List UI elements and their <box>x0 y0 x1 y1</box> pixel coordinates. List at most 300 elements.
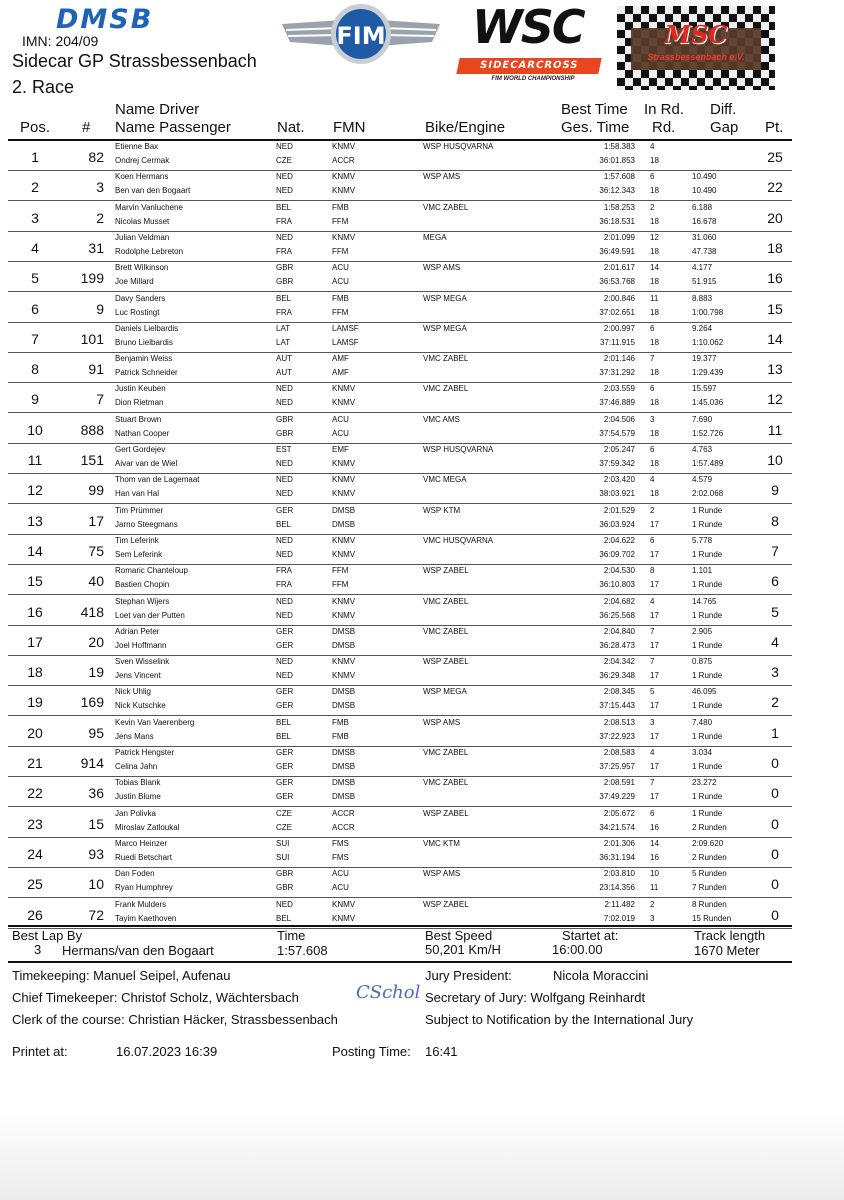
driver-name: Sven Wisselink <box>115 657 170 667</box>
rounds: 18 <box>650 459 659 468</box>
number-cell: 2 <box>96 209 104 226</box>
total-time: 36:12.343 <box>599 186 635 196</box>
passenger-nat: LAT <box>276 337 291 347</box>
col-diff: Diff. <box>710 101 737 118</box>
driver-fmn: FMB <box>332 293 349 303</box>
driver-nat: FRA <box>276 566 292 576</box>
driver-nat: GER <box>276 687 294 697</box>
driver-nat: GER <box>276 505 294 515</box>
passenger-nat: FRA <box>276 307 292 317</box>
total-time: 37:11.915 <box>600 337 635 347</box>
best-time: 2:04.682 <box>603 596 635 606</box>
wsc-logo <box>458 0 600 84</box>
pos-cell: 18 <box>27 664 43 681</box>
pos-cell: 6 <box>31 300 39 317</box>
number-cell: 40 <box>88 573 104 590</box>
in-round: 7 <box>650 354 655 364</box>
bike-engine: WSP AMS <box>423 869 461 879</box>
in-round: 4 <box>650 142 655 151</box>
passenger-nat: CZE <box>276 822 292 832</box>
driver-nat: GER <box>276 778 294 788</box>
rounds: 18 <box>650 277 659 287</box>
passenger-fmn: LAMSF <box>332 337 359 347</box>
driver-nat: NED <box>276 596 293 606</box>
diff: 7.480 <box>692 717 713 727</box>
number-cell: 95 <box>88 724 104 741</box>
rounds: 17 <box>650 640 659 650</box>
driver-name: Tim Prümmer <box>115 505 164 515</box>
best-time: 2:01.306 <box>603 838 635 848</box>
bike-engine: VMC ZABEL <box>423 626 469 636</box>
gap: 1 Runde <box>692 792 723 802</box>
rounds: 18 <box>650 156 659 165</box>
in-round: 3 <box>650 414 655 424</box>
in-round: 5 <box>650 687 655 697</box>
pos-cell: 19 <box>27 694 43 711</box>
passenger-fmn: FFM <box>332 216 349 226</box>
best-lap-label: Best Lap By <box>12 928 83 943</box>
bike-engine: WSP HUSQVARNA <box>423 142 494 151</box>
gap: 51.915 <box>692 277 717 287</box>
result-row <box>8 716 792 747</box>
best-lap-number: 3 <box>34 942 42 957</box>
driver-nat: NED <box>276 535 293 545</box>
col-fmn: FMN <box>333 119 366 136</box>
passenger-fmn: DMSB <box>332 762 356 771</box>
passenger-name: Loet van der Putten <box>115 610 185 620</box>
dmsb-logo: DMSB <box>56 4 154 35</box>
driver-name: Davy Sanders <box>115 293 166 303</box>
passenger-name: Joel Hoffmann <box>115 640 167 650</box>
result-row <box>8 898 792 929</box>
total-time: 23:14.356 <box>599 883 635 893</box>
passenger-fmn: FMS <box>332 852 349 862</box>
passenger-nat: AUT <box>276 368 292 378</box>
bike-engine: VMC MEGA <box>423 475 467 485</box>
passenger-nat: GBR <box>276 428 294 438</box>
result-row <box>8 625 792 656</box>
total-time: 36:25.568 <box>599 610 635 620</box>
pos-cell: 4 <box>31 239 39 256</box>
best-time: 1:58.253 <box>603 202 635 212</box>
driver-name: Adrian Peter <box>115 626 160 636</box>
points: 13 <box>767 361 783 378</box>
pos-cell: 22 <box>27 785 43 802</box>
passenger-name: Ruedi Betschart <box>115 852 172 862</box>
points: 0 <box>771 845 779 862</box>
in-round: 2 <box>650 202 655 212</box>
diff: 8.883 <box>692 293 713 303</box>
rounds: 17 <box>650 519 659 529</box>
col-name-passenger: Name Passenger <box>115 119 231 136</box>
number-cell: 169 <box>80 694 104 711</box>
gap: 16.678 <box>692 216 717 226</box>
passenger-name: Patrick Schneider <box>115 368 178 378</box>
rounds: 17 <box>650 701 659 711</box>
passenger-nat: NED <box>276 489 293 499</box>
fim-logo-text: FIM <box>336 22 386 50</box>
col-best-time: Best Time <box>561 101 628 118</box>
gap: 1:52.726 <box>692 428 724 438</box>
number-cell: 36 <box>88 785 104 802</box>
driver-name: Romaric Chanteloup <box>115 566 188 576</box>
points: 0 <box>771 785 779 802</box>
driver-name: Marco Heinzer <box>115 838 168 848</box>
rounds: 17 <box>650 731 659 741</box>
best-time: 2:05.672 <box>603 808 635 818</box>
driver-name: Tim Leferink <box>115 535 159 545</box>
passenger-nat: NED <box>276 549 293 559</box>
points: 7 <box>771 542 779 559</box>
total-time: 7:02.019 <box>603 913 635 923</box>
printed-value: 16.07.2023 16:39 <box>116 1044 218 1059</box>
in-round: 6 <box>650 808 655 818</box>
summary-rule <box>8 961 792 963</box>
secretary-of-jury: Secretary of Jury: Wolfgang Reinhardt <box>425 990 646 1005</box>
best-time: 2:00.997 <box>603 323 635 333</box>
bike-engine: WSP MEGA <box>423 323 467 333</box>
driver-fmn: KNMV <box>332 596 356 606</box>
result-row <box>8 140 792 171</box>
bike-engine: VMC AMS <box>423 414 460 424</box>
pos-cell: 12 <box>27 482 43 499</box>
passenger-fmn: KNMV <box>332 489 356 499</box>
driver-fmn: KNMV <box>332 232 356 242</box>
best-speed-label: Best Speed <box>425 928 493 943</box>
in-round: 10 <box>650 869 659 879</box>
passenger-name: Justin Blume <box>115 792 161 802</box>
passenger-fmn: DMSB <box>332 519 356 529</box>
points: 10 <box>767 452 783 468</box>
gap: 2 Runden <box>692 822 727 832</box>
pos-cell: 21 <box>27 755 43 771</box>
jury-president-name: Nicola Moraccini <box>553 968 649 983</box>
total-time: 37:25.957 <box>599 762 635 771</box>
in-round: 7 <box>650 778 655 788</box>
best-time: 2:04.622 <box>603 535 635 545</box>
driver-fmn: DMSB <box>332 687 356 697</box>
driver-name: Tobias Blank <box>115 778 161 788</box>
pos-cell: 11 <box>27 452 43 468</box>
passenger-name: Ondrej Cermak <box>115 156 170 165</box>
points: 15 <box>767 300 783 317</box>
col-in-rd: In Rd. <box>644 101 685 118</box>
driver-fmn: AMF <box>332 354 349 364</box>
result-row <box>8 201 792 232</box>
diff: 31.060 <box>692 232 717 242</box>
diff: 19.377 <box>692 354 717 364</box>
number-cell: 101 <box>80 330 104 347</box>
col-num: # <box>82 119 91 136</box>
points: 11 <box>767 421 783 438</box>
passenger-name: Aivar van de Wiel <box>115 459 178 468</box>
posting-time-label: Posting Time: <box>332 1044 411 1059</box>
passenger-fmn: FFM <box>332 580 349 590</box>
passenger-nat: SUI <box>276 852 290 862</box>
rounds: 18 <box>650 186 659 196</box>
number-cell: 91 <box>88 361 104 378</box>
driver-fmn: KNMV <box>332 142 356 151</box>
jury-president-label: Jury President: <box>425 968 512 983</box>
bike-engine: VMC ZABEL <box>423 778 469 788</box>
bike-engine: WSP AMS <box>423 263 461 273</box>
diff: 6.188 <box>692 202 713 212</box>
points: 0 <box>771 755 779 771</box>
driver-nat: NED <box>276 142 293 151</box>
bike-engine: WSP AMS <box>423 172 461 182</box>
passenger-fmn: KNMV <box>332 610 356 620</box>
in-round: 8 <box>650 566 655 576</box>
rounds: 18 <box>650 398 659 408</box>
diff: 2.905 <box>692 626 713 636</box>
race-title: 2. Race <box>12 77 75 97</box>
points: 0 <box>771 876 779 893</box>
rounds: 17 <box>650 792 659 802</box>
diff: 2:09.620 <box>692 838 724 848</box>
passenger-fmn: DMSB <box>332 701 356 711</box>
result-row <box>8 504 792 535</box>
result-row <box>8 292 792 323</box>
points: 3 <box>771 664 779 681</box>
passenger-fmn: KNMV <box>332 671 356 681</box>
in-round: 6 <box>650 445 655 454</box>
rounds: 18 <box>650 368 659 378</box>
result-row <box>8 261 792 292</box>
number-cell: 93 <box>88 845 104 862</box>
gap: 7 Runden <box>692 883 727 893</box>
passenger-nat: BEL <box>276 731 292 741</box>
passenger-name: Han van Hal <box>115 489 160 499</box>
driver-nat: GBR <box>276 869 294 879</box>
diff: 23.272 <box>692 778 717 788</box>
gap: 1 Runde <box>692 580 723 590</box>
pos-cell: 8 <box>31 361 39 378</box>
diff: 46.095 <box>692 687 717 697</box>
driver-fmn: ACU <box>332 414 349 424</box>
points: 0 <box>771 906 779 923</box>
best-time-label: Time <box>277 928 306 943</box>
passenger-nat: BEL <box>276 913 292 923</box>
points: 20 <box>767 209 783 226</box>
bike-engine: WSP ZABEL <box>423 808 469 818</box>
best-time: 2:04.530 <box>603 566 635 576</box>
rounds: 11 <box>650 883 659 893</box>
driver-name: Stuart Brown <box>115 414 162 424</box>
passenger-name: Joe Millard <box>115 277 154 287</box>
best-time: 1:58.383 <box>603 142 635 151</box>
best-time: 2:08.345 <box>603 687 635 697</box>
driver-fmn: KNMV <box>332 172 356 182</box>
msc-logo <box>617 6 775 90</box>
points: 12 <box>767 391 783 408</box>
total-time: 36:31.194 <box>599 852 635 862</box>
gap: 15 Runden <box>692 913 732 923</box>
driver-name: Kevin Van Vaerenberg <box>115 717 195 727</box>
driver-nat: GBR <box>276 414 294 424</box>
passenger-fmn: ACU <box>332 428 349 438</box>
gap: 1 Runde <box>692 731 723 741</box>
passenger-name: Nicolas Musset <box>115 216 170 226</box>
total-time: 36:29.348 <box>599 671 635 681</box>
pos-cell: 1 <box>31 149 39 165</box>
driver-nat: SUI <box>276 838 290 848</box>
driver-name: Stephan Wijers <box>115 596 170 606</box>
number-cell: 888 <box>80 421 104 438</box>
best-time: 2:03.559 <box>603 384 635 394</box>
in-round: 11 <box>650 293 659 303</box>
total-time: 37:22.923 <box>599 731 635 741</box>
points: 2 <box>771 694 779 711</box>
passenger-fmn: KNMV <box>332 459 356 468</box>
driver-fmn: KNMV <box>332 899 356 909</box>
driver-fmn: ACU <box>332 869 349 879</box>
signature-image: CSchol <box>356 982 421 1003</box>
pos-cell: 7 <box>31 330 39 347</box>
passenger-nat: NED <box>276 186 293 196</box>
driver-fmn: KNMV <box>332 535 356 545</box>
result-row <box>8 564 792 595</box>
best-time: 2:01.099 <box>603 232 635 242</box>
driver-name: Gert Gordejev <box>115 445 166 454</box>
driver-name: Daniels Lielbardis <box>115 323 179 333</box>
passenger-fmn: ACCR <box>332 156 355 165</box>
driver-nat: NED <box>276 899 293 909</box>
number-cell: 31 <box>88 239 104 256</box>
passenger-name: Dion Rietman <box>115 398 164 408</box>
driver-nat: BEL <box>276 293 292 303</box>
rounds: 17 <box>650 610 659 620</box>
rounds: 17 <box>650 549 659 559</box>
diff: 1.101 <box>692 566 713 576</box>
chief-timekeeper: Chief Timekeeper: Christof Scholz, Wächtersbach <box>12 990 299 1005</box>
points: 18 <box>767 239 783 256</box>
passenger-fmn: ACU <box>332 883 349 893</box>
result-row <box>8 382 792 413</box>
result-row <box>8 443 792 474</box>
points: 6 <box>771 573 779 590</box>
gap: 47.738 <box>692 246 717 256</box>
number-cell: 151 <box>80 452 104 468</box>
diff: 4.177 <box>692 263 713 273</box>
passenger-nat: GER <box>276 792 294 802</box>
driver-nat: NED <box>276 475 293 485</box>
driver-name: Koen Hermans <box>115 172 169 182</box>
number-cell: 418 <box>80 603 104 620</box>
pos-cell: 15 <box>27 573 43 590</box>
rounds: 18 <box>650 489 659 499</box>
diff: 4.763 <box>692 445 713 454</box>
driver-name: Justin Keuben <box>115 384 166 394</box>
passenger-fmn: DMSB <box>332 792 356 802</box>
passenger-name: Ben van den Bogaart <box>115 186 191 196</box>
bike-engine: VMC ZABEL <box>423 596 469 606</box>
in-round: 7 <box>650 626 655 636</box>
in-round: 4 <box>650 596 655 606</box>
pos-cell: 24 <box>27 845 43 862</box>
driver-nat: NED <box>276 657 293 667</box>
gap: 10.490 <box>692 186 717 196</box>
bike-engine: WSP KTM <box>423 505 461 515</box>
bike-engine: VMC ZABEL <box>423 384 469 394</box>
passenger-name: Jens Vincent <box>115 671 161 681</box>
number-cell: 82 <box>88 149 104 165</box>
passenger-fmn: KNMV <box>332 913 356 923</box>
passenger-nat: GER <box>276 640 294 650</box>
driver-fmn: EMF <box>332 445 349 454</box>
pos-cell: 20 <box>27 724 43 741</box>
bike-engine: MEGA <box>423 232 447 242</box>
driver-fmn: DMSB <box>332 505 356 515</box>
track-length-label: Track length <box>694 928 766 943</box>
total-time: 36:10.803 <box>599 580 635 590</box>
driver-fmn: FMB <box>332 202 349 212</box>
points: 25 <box>767 149 783 165</box>
driver-nat: LAT <box>276 323 291 333</box>
total-time: 37:59.342 <box>599 459 635 468</box>
result-row <box>8 867 792 898</box>
result-row <box>8 534 792 565</box>
passenger-nat: NED <box>276 610 293 620</box>
in-round: 12 <box>650 232 659 242</box>
rounds: 17 <box>650 762 659 771</box>
total-time: 36:28.473 <box>599 640 635 650</box>
passenger-name: Jarno Steegmans <box>115 519 178 529</box>
result-row <box>8 473 792 504</box>
start-label: Startet at: <box>562 928 619 943</box>
driver-name: Frank Mulders <box>115 899 167 909</box>
bike-engine: WSP ZABEL <box>423 657 469 667</box>
wsc-logo-sub: FIM WORLD CHAMPIONSHIP <box>491 76 575 82</box>
total-time: 36:18.531 <box>599 216 635 226</box>
gap: 2 Runden <box>692 852 727 862</box>
diff: 1 Runde <box>692 505 723 515</box>
passenger-fmn: FFM <box>332 246 349 256</box>
result-row <box>8 322 792 353</box>
wsc-logo-text: WSC <box>472 0 584 54</box>
pos-cell: 26 <box>27 906 43 923</box>
pos-cell: 23 <box>27 815 43 832</box>
result-row <box>8 837 792 868</box>
gap: 1 Runde <box>692 519 723 529</box>
total-time: 36:53.768 <box>599 277 635 287</box>
clerk-of-course: Clerk of the course: Christian Häcker, Strassbessenbach <box>12 1012 338 1027</box>
in-round: 14 <box>650 263 659 273</box>
total-time: 37:54.579 <box>599 428 635 438</box>
msc-logo-sub: Strassbessenbach e.V. <box>647 52 745 62</box>
result-row <box>8 413 792 444</box>
driver-fmn: KNMV <box>332 384 356 394</box>
best-time: 2:01.146 <box>603 354 635 364</box>
bike-engine: WSP ZABEL <box>423 566 469 576</box>
total-time: 34:21.574 <box>599 822 635 832</box>
driver-name: Etienne Bax <box>115 142 159 151</box>
result-row <box>8 170 792 201</box>
msc-logo-text: MSC <box>664 20 728 49</box>
best-time: 2:01.617 <box>603 263 635 273</box>
start-value: 16:00.00 <box>552 942 603 957</box>
bike-engine: VMC ZABEL <box>423 202 469 212</box>
points: 16 <box>767 270 783 287</box>
result-row <box>8 746 792 777</box>
total-time: 38:03.921 <box>599 489 635 499</box>
driver-fmn: DMSB <box>332 778 356 788</box>
col-pt: Pt. <box>765 119 784 136</box>
in-round: 4 <box>650 748 655 757</box>
driver-fmn: ACCR <box>332 808 355 818</box>
number-cell: 914 <box>80 755 104 771</box>
passenger-name: Tayim Kaethoven <box>115 913 177 923</box>
in-round: 2 <box>650 505 655 515</box>
